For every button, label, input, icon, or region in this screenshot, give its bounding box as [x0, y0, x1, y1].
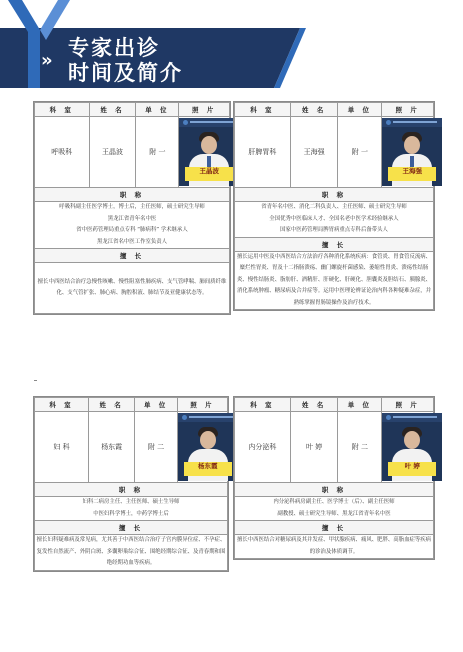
photo-name-tag: 杨东霞	[184, 462, 232, 476]
header-unit: 单 位	[338, 398, 382, 412]
photo-name-tag: 叶 婷	[388, 462, 436, 476]
double-chevron-icon: »	[41, 50, 53, 71]
header-unit: 单 位	[135, 398, 177, 412]
doctor-titles: 内分泌科病房副主任、医学博士（后）、副主任医师 副教授、硕士研究生导师、黑龙江省青年名中医	[235, 497, 434, 521]
header-dept: 科 室	[235, 398, 291, 412]
doctor-unit: 附 二	[338, 412, 382, 483]
section-title: 职 称	[235, 483, 434, 497]
section-specialty: 擅 长	[235, 237, 434, 251]
doctor-dept: 内分泌科	[235, 412, 291, 483]
header-dept: 科 室	[235, 103, 291, 117]
section-title: 职 称	[235, 188, 434, 202]
header-photo: 照 片	[382, 103, 434, 117]
photo-name-tag: 王晶波	[185, 167, 233, 181]
doctor-titles: 妇科二病房主任、主任医师、硕士生导师 中医妇科学博士，中药学博士后	[35, 497, 228, 521]
header-name: 姓 名	[290, 103, 338, 117]
header-name: 姓 名	[89, 398, 135, 412]
doctor-name: 叶 婷	[290, 412, 338, 483]
page-header	[0, 0, 463, 95]
doctor-dept: 呼吸科	[35, 117, 90, 188]
doctor-name: 王晶波	[89, 117, 136, 188]
doctor-photo	[382, 118, 442, 186]
doctor-name: 杨东霞	[89, 412, 135, 483]
section-title: 职 称	[35, 483, 228, 497]
header-unit: 单 位	[136, 103, 179, 117]
page-title-line2: 时间及简介	[68, 61, 183, 85]
header-dept: 科 室	[35, 398, 89, 412]
doctor-specialty: 擅长妇科疑难病及常见病，尤其善于中西医结合治疗子宫内膜异位症、不孕症、复发性自然流产、外阴白斑、多囊卵巢综合征、围绝经期综合征、及青春期和围绝经期功血等疾病。	[35, 535, 228, 571]
doctor-card	[33, 396, 229, 572]
doctor-unit: 附 一	[338, 117, 382, 188]
header-name: 姓 名	[89, 103, 136, 117]
header-photo: 照 片	[382, 398, 434, 412]
doctor-dept: 肝脾胃科	[235, 117, 291, 188]
doctor-specialty: 擅长运用中医及中西医结合方法治疗各种消化系统疾病：食管炎、胃食管反流病、糜烂性胃炎、胃及十二指肠溃疡、幽门螺旋杆菌感染、萎缩性胃炎、溃疡性结肠炎、慢性结肠炎、脂肪肝、酒精肝、肝硬化、肝硬化、胆囊炎及胆结石、胰腺炎、消化系统肿瘤、糖尿病及合并症等。运用中医理论辨证论治内科各种疑难杂症，并熟练掌握胃肠镜操作及治疗技术。	[235, 251, 434, 310]
header-unit: 单 位	[338, 103, 382, 117]
doctor-titles: 呼吸科副主任医学博士，博士后，主任医师，硕士研究生导师 黑龙江省青年名中医 省中医药管理局重点专科 “肺病科” 学术继承人 黑龙江省名中医工作室负责人	[35, 202, 230, 249]
doctor-specialty: 擅长中西医结合对糖尿病及其并发症、甲状腺疾病、痛风、肥胖、高脂血症等疾病的诊治及体质调节。	[235, 535, 434, 559]
page-title-line1: 专家出诊	[68, 36, 160, 60]
doctor-name: 王海强	[290, 117, 338, 188]
doctor-card	[233, 396, 435, 560]
section-specialty: 擅 长	[235, 521, 434, 535]
doctor-photo	[179, 118, 239, 186]
doctor-photo	[178, 413, 238, 481]
doctor-unit: 附 一	[136, 117, 179, 188]
header-photo: 照 片	[177, 398, 227, 412]
doctor-unit: 附 二	[135, 412, 177, 483]
photo-name-tag: 王海强	[388, 167, 436, 181]
section-specialty: 擅 长	[35, 249, 230, 263]
doctor-dept: 妇 科	[35, 412, 89, 483]
section-specialty: 擅 长	[35, 521, 228, 535]
header-name: 姓 名	[290, 398, 338, 412]
doctor-photo	[382, 413, 442, 481]
section-title: 职 称	[35, 188, 230, 202]
doctor-card	[33, 101, 231, 315]
doctor-specialty: 擅长中西医结合治疗急慢性咳嗽、慢性阻塞性肺疾病、支气管哮喘、肺间质纤维化、支气管扩张、肺心病、胸腔积液、肺结节及亚健康状态等。	[35, 263, 230, 314]
doctor-card	[233, 101, 435, 311]
doctor-titles: 省青年名中医、消化二科负责人、主任医师、硕士研究生导师 全国优秀中医临床人才、全国名老中医学术经验继承人 国家中医药管理局脾胃病重点专科后备带头人	[235, 202, 434, 238]
header-dept: 科 室	[35, 103, 90, 117]
header-photo: 照 片	[179, 103, 230, 117]
stray-mark	[34, 380, 37, 381]
